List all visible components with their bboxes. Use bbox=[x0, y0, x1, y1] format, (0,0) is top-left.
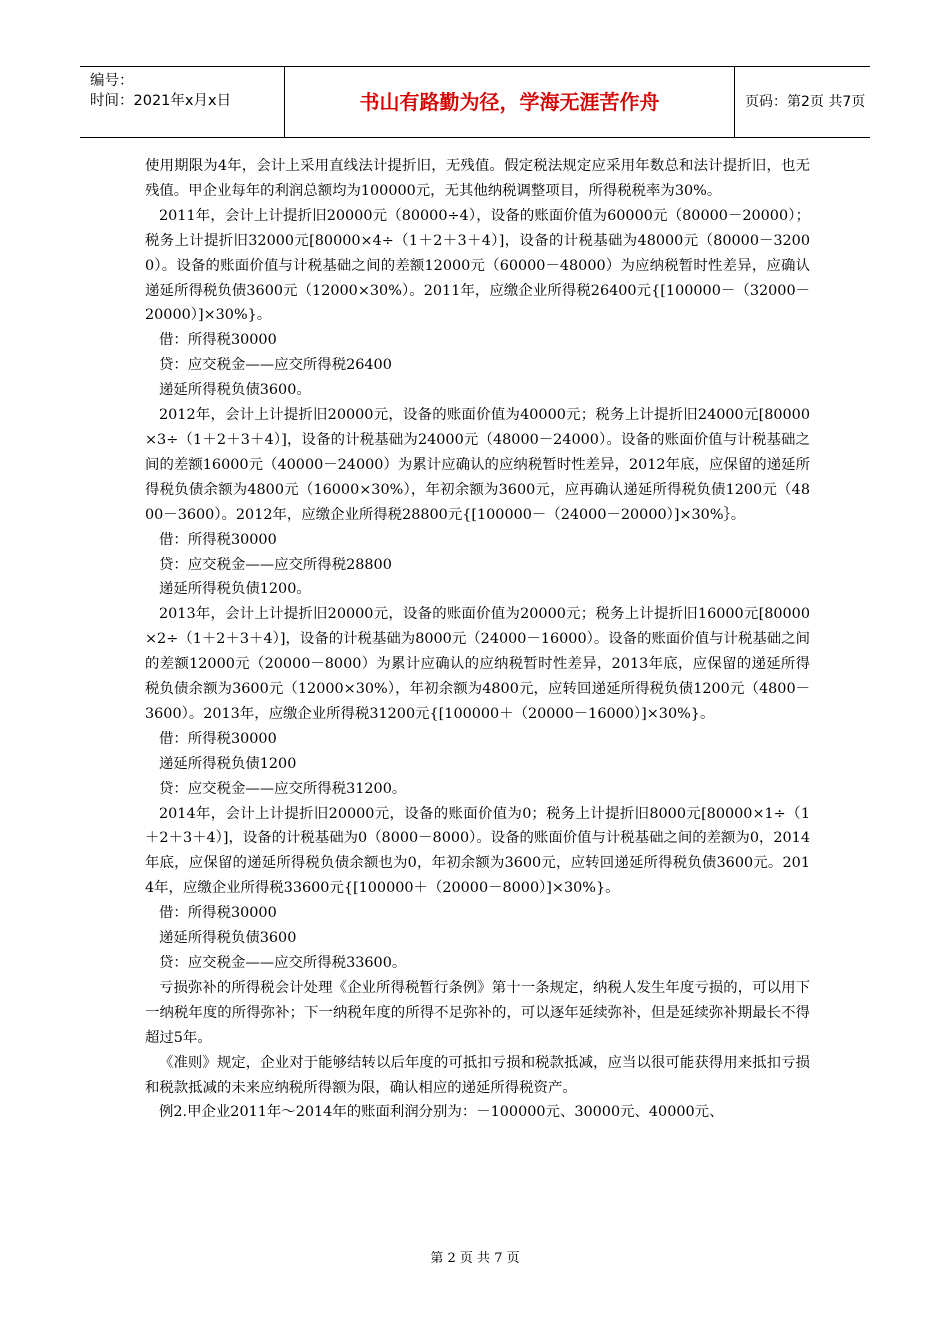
journal-entry-line: 借：所得税30000 bbox=[159, 905, 277, 922]
journal-entry-line: 贷：应交税金——应交所得税31200。 bbox=[159, 780, 407, 797]
paragraph: 亏损弥补的所得税会计处理《企业所得税暂行条例》第十一条规定，纳税人发生年度亏损的，可以用下一纳税年度的所得弥补；下一纳税年度的所得不足弥补的，可以逐年延续弥补，但是延续弥补期最长不得超过5年。 bbox=[145, 979, 810, 1046]
paragraph: 《准则》规定，企业对于能够结转以后年度的可抵扣亏损和税款抵减，应当以很可能获得用来抵扣亏损和税款抵减的未来应纳税所得额为限，确认相应的递延所得税资产。 bbox=[145, 1054, 810, 1096]
journal-entry-line: 借：所得税30000 bbox=[159, 730, 277, 747]
page-footer: 第 2 页 共 7 页 bbox=[430, 1251, 520, 1266]
header-motto: 书山有路勤为径，学海无涯苦作舟 bbox=[285, 67, 735, 137]
page-header bbox=[80, 66, 870, 138]
paragraph: 2011年，会计上计提折旧20000元（80000÷4），设备的账面价值为60000元（80000－20000）；税务上计提折旧32000元[80000×4÷（1＋2＋3＋4）]，设备的计税基础为48000元（80000－32000）。设备的账面价值与计税基础之间的差额12000元（60000－48000）为应纳税暂时性差异，应确认递延所得税负债3600元（12000×30%）。2011年，应缴企业所得税26400元{[100000－（32000－20000）]×30%}。 bbox=[145, 207, 810, 324]
document-body bbox=[145, 154, 810, 1125]
paragraph: 例2.甲企业2011年～2014年的账面利润分别为：－100000元、30000元、40000元、 bbox=[159, 1104, 724, 1121]
journal-entry-line: 递延所得税负债1200 bbox=[159, 755, 297, 772]
paragraph: 2013年，会计上计提折旧20000元，设备的账面价值为20000元；税务上计提折旧16000元[80000×2÷（1＋2＋3＋4）]，设备的计税基础为8000元（24000－16000）。设备的账面价值与计税基础之间的差额12000元（20000－8000）为累计应确认的应纳税暂时性差异，2013年底，应保留的递延所得税负债余额为3600元（12000×30%），年初余额为4800元，应转回递延所得税负债1200元（4800－3600）。2013年，应缴企业所得税31200元{[100000＋（20000－16000）]×30%}。 bbox=[145, 606, 810, 722]
journal-entry-line: 贷：应交税金——应交所得税28800 bbox=[159, 556, 392, 573]
paragraph: 使用期限为4年，会计上采用直线法计提折旧，无残值。假定税法规定应采用年数总和法计提折旧，也无残值。甲企业每年的利润总额均为100000元，无其他纳税调整项目，所得税税率为30%。 bbox=[145, 158, 810, 199]
document-date-label: 时间：2021年x月x日 bbox=[90, 93, 232, 109]
document-number-label: 编号： bbox=[90, 73, 134, 89]
paragraph: 2012年，会计上计提折旧20000元，设备的账面价值为40000元；税务上计提折旧24000元[80000×3÷（1＋2＋3＋4）]，设备的计税基础为24000元（48000－24000）。设备的账面价值与计税基础之间的差额16000元（40000－24000）为累计应确认的应纳税暂时性差异，2012年底，应保留的递延所得税负债余额为4800元（16000×30%），年初余额为3600元，应再确认递延所得税负债1200元（4800－3600）。2012年，应缴企业所得税28800元{[100000－（24000－20000）]×30%｝。 bbox=[145, 407, 810, 523]
journal-entry-line: 借：所得税30000 bbox=[159, 332, 277, 349]
paragraph: 2014年，会计上计提折旧20000元，设备的账面价值为0；税务上计提折旧8000元[80000×1÷（1＋2＋3＋4）]，设备的计税基础为0（8000－8000）。设备的账面价值与计税基础之间的差额为0，2014年底，应保留的递延所得税负债余额也为0，年初余额为3600元，应转回递延所得税负债3600元。2014年，应缴企业所得税33600元{[100000＋（20000－8000）]×30%}。 bbox=[145, 805, 810, 897]
header-page-label: 页码：第2页 共7页 bbox=[745, 94, 866, 110]
journal-entry-line: 递延所得税负债3600。 bbox=[159, 382, 311, 399]
header-meta bbox=[80, 67, 285, 137]
journal-entry-line: 递延所得税负债1200。 bbox=[159, 581, 311, 598]
journal-entry-line: 贷：应交税金——应交所得税26400 bbox=[159, 357, 392, 374]
journal-entry-line: 借：所得税30000 bbox=[159, 531, 277, 548]
journal-entry-line: 贷：应交税金——应交所得税33600。 bbox=[159, 955, 407, 971]
journal-entry-line: 递延所得税负债3600 bbox=[159, 930, 297, 947]
